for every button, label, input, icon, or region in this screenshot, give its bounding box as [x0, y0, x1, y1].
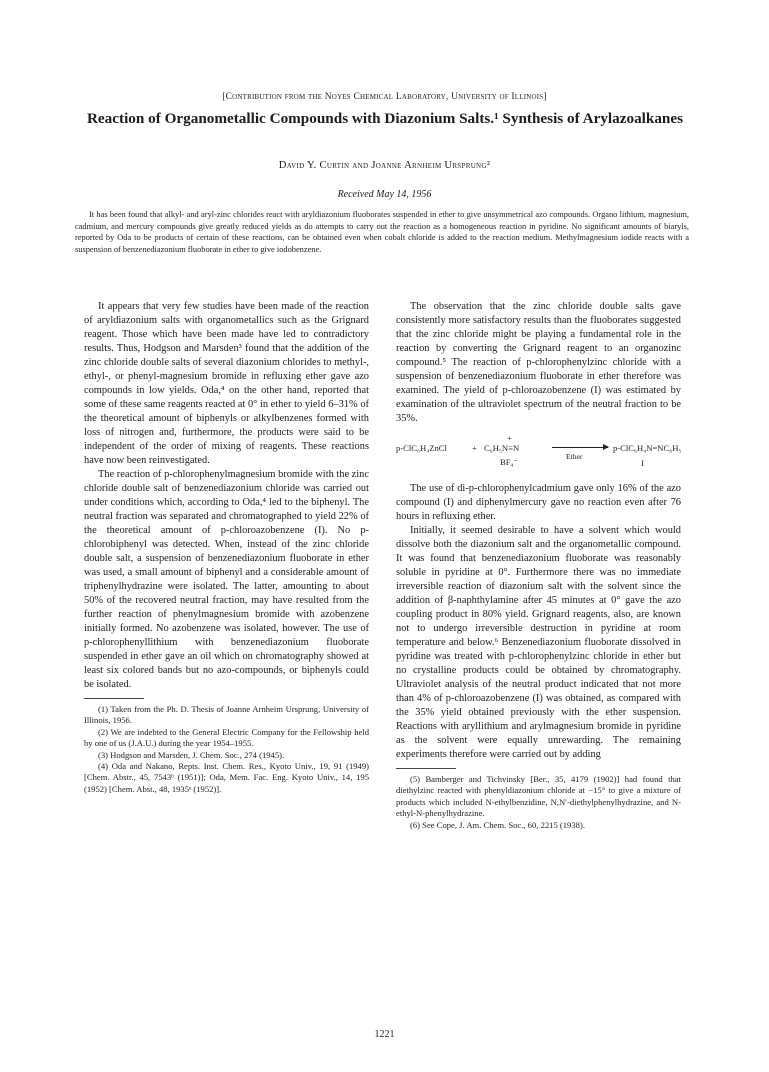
article-title: Reaction of Organometallic Compounds with Diazonium Salts.¹ Synthesis of Arylazoalkanes [86, 110, 684, 127]
right-column [396, 300, 681, 831]
plus-sign: + [472, 443, 477, 453]
page-number: 1221 [374, 1029, 395, 1040]
left-column [84, 300, 369, 795]
product: p-ClC₆H₄N=NC₆H₅ [613, 443, 682, 453]
reaction-condition: Ether [566, 452, 583, 461]
footnote: (4) Oda and Nakano, Repts. Inst. Chem. Res., Kyoto Univ., 19, 91 (1949) [Chem. Abstr., 45, 7543ᵇ (1951)]; Oda, Mem. Fac. Eng. Kyoto Univ., 14, 195 (1952) [Chem. Abst., 48, 1935ᵉ (1952)]. [84, 761, 369, 794]
product-label: I [641, 458, 644, 468]
footnote: (1) Taken from the Ph. D. Thesis of Joanne Arnheim Ursprung, University of Illinois, 1956. [84, 704, 369, 726]
footnote: (2) We are indebted to the General Electric Company for the Fellowship held by one of us (J.A.U.) during the year 1954–1955. [84, 726, 369, 749]
author-line: David Y. Curtin and Joanne Arnheim Ursprung² [278, 160, 491, 171]
footnote-divider [84, 698, 144, 699]
reaction-arrow [552, 447, 608, 448]
abstract: It has been found that alkyl- and aryl-zinc chlorides react with aryldiazonium fluoborates suspended in ether to give unsymmetrical azo compounds. Organo lithium, magnesium, cadmium, and mercury compounds give greatly reduced yields as do attempts to carry out the reaction as a homogeneous reaction in pyridine. No significant amounts of biaryls, reported by Oda to be products of certain of these reactions, can be obtained even when cobalt chloride is added to the reaction medium. Methylmagnesium iodide reacts with a suspension of benzenediazonium fluoborate in ether to give iodobenzene. [75, 210, 689, 254]
contribution-line: [Contribution from the Noyes Chemical Laboratory, University of Illinois] [222, 92, 547, 102]
footnote: (6) See Cope, J. Am. Chem. Soc., 60, 2215 (1938). [410, 819, 585, 830]
body-paragraph: Initially, it seemed desirable to have a solvent which would dissolve both the diazonium salt and the organometallic compound. It was found that benzenediazonium fluoborate was reasonably soluble in pyridine at 0°. Furthermore there was no immediate irreversible reaction of diazonium salt with the solvent since the addition of β-naphthylamine after 45 minutes at 0° gave the azo coupling product in 80% yield. Grignard reagents, also, are known not to undergo irreversible destruction in pyridine at room temperature and below.⁶ Benzenediazonium fluoborate dissolved in pyridine was treated with p-chlorophenylzinc chloride in ether but no crystalline products could be obtained by chromatography. Ultraviolet analysis of the neutral product indicated that not more than 4% of p-chloroazobenzene (I) was obtained, as compared with the 35% yield obtained previously with the ether suspension. Reactions with aryllithium and arylmagnesium bromide in pyridine as the solvent were equally unrewarding. The remaining experiments therefore were carried out by adding [396, 525, 681, 760]
received-date: Received May 14, 1956 [337, 189, 432, 200]
body-paragraph: The use of di-p-chlorophenylcadmium gave only 16% of the azo compound (I) and diphenylmercury gave no reaction even after 76 hours in refluxing ether. [396, 483, 681, 522]
charge-sign: + [507, 433, 512, 443]
footnote-divider [396, 768, 456, 769]
footnote: (3) Hodgson and Marsden, J. Chem. Soc., 274 (1945). [98, 749, 285, 760]
reactant-1: p-ClC₆H₄ZnCl [396, 443, 447, 453]
counterion: BF₄⁻ [500, 457, 519, 467]
body-paragraph: The observation that the zinc chloride double salts gave consistently more satisfactory results than the fluoborates suggested that the zinc chloride might be playing a fundamental role in the reaction by converting the Grignard reagent to an organozinc compound.⁵ The reaction of p-chlorophenylzinc chloride with a suspension of benzenediazonium fluoborate in ether therefore was examined. The yield of p-chloroazobenzene (I) was estimated by examination of the ultraviolet spectrum of the neutral fraction to be 35%. [396, 301, 681, 424]
body-paragraph: It appears that very few studies have been made of the reaction of aryldiazonium salts with organometallics such as the Grignard reagent. Those which have been made have led to contradictory results. Thus, Hodgson and Marsden³ found that the addition of the zinc chloride double salts of several diazonium chlorides to methyl-, ethyl-, or phenyl-magnesium bromide in refluxing ether gave azo compounds in low yields. Oda,⁴ on the other hand, reported that some of these same reagents reacted at 0° in ether to yield 6–31% of the theoretical amount of biphenyls or alkylbenzenes formed with loss of nitrogen and, furthermore, the products were said to be independent of the order of mixing of reagents. These reactions have now been reinvestigated. [84, 301, 369, 466]
reaction-equation [396, 434, 681, 474]
body-paragraph: The reaction of p-chlorophenylmagnesium bromide with the zinc chloride double salt of benzenediazonium chloride was carried out under conditions which, according to Oda,⁴ led to the biphenyl. The neutral fraction was separated and chromatographed to yield 22% of the theoretical amount of p-chloroazobenzene (I). No p-chlorobiphenyl was detected. When, instead of the zinc chloride double salt, a suspension of benzenediazonium fluoborate in ether was used, a small amount of biphenyl and a considerable amount of triphenylhydrazine were isolated. The latter, amounting to about 50% of the recovered neutral fraction, may have resulted from the further reaction of phenylmagnesium bromide with azobenzene initially formed. No azobenzene was isolated, however. The use of p-chlorophenyllithium with benzenediazonium fluoborate suspended in ether gave an oil which on chromatography showed at least six colored bands but no azo-compounds, or biphenyls could be isolated. [84, 469, 369, 690]
footnote: (5) Bamberger and Tichvinsky [Ber., 35, 4179 (1902)] had found that diethylzinc reacted with phenyldiazonium chloride at −15° to give a mixture of products which included N-ethylbenzidine, N,N′-diethylphenylhydrazine, and N-ethyl-N-phenylhydrazine. [396, 774, 681, 819]
reactant-2: C₆H₅N≡N [484, 443, 520, 453]
